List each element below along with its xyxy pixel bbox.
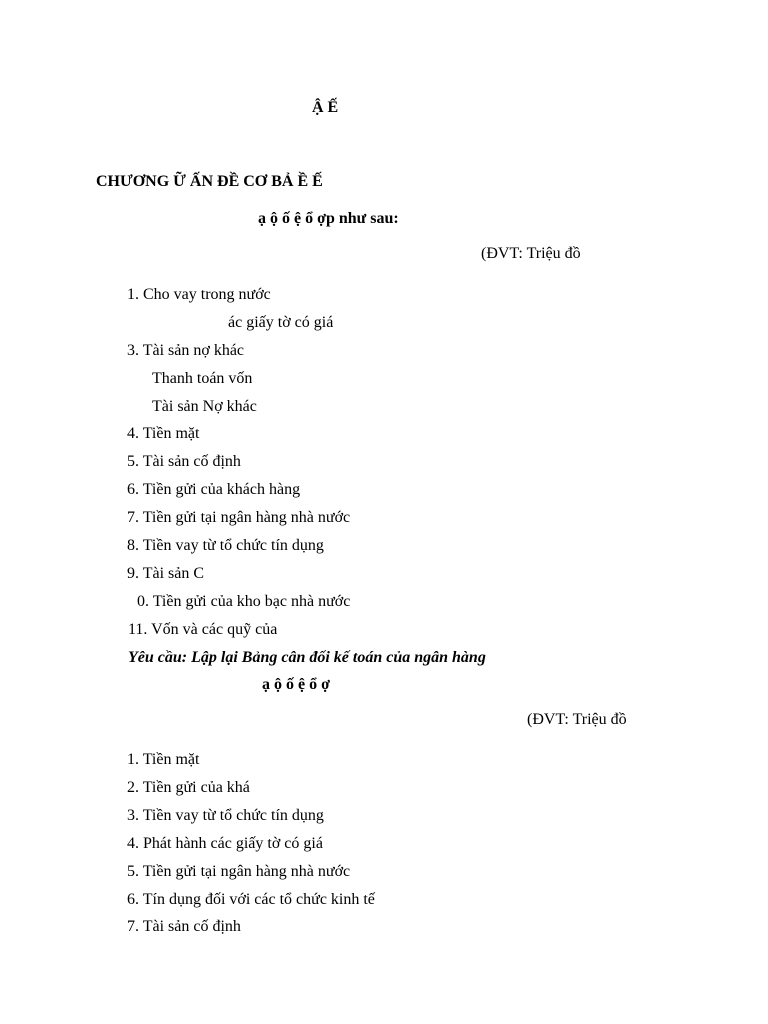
item-number: 5. xyxy=(127,453,139,470)
item-text: Tiền vay từ tổ chức tín dụng xyxy=(142,537,324,554)
item-text: Tiền gửi của khách hàng xyxy=(142,481,301,498)
chapter-heading: CHƯƠNG Ữ ẤN ĐỀ CƠ BẢ Ề Ế xyxy=(96,173,323,190)
item-text: Tiền gửi của khá xyxy=(142,779,250,796)
item-text: ác giấy tờ có giá xyxy=(228,314,334,331)
list-item xyxy=(127,285,271,305)
unit-note-1: (ĐVT: Triệu đồ xyxy=(481,245,581,262)
list-item xyxy=(127,341,244,361)
requirement-text: Yêu cầu: Lập lại Bảng cân đối kế toán của ngân hàng xyxy=(128,649,486,666)
list-item xyxy=(127,536,324,556)
item-text: Phát hành các giấy tờ có giá xyxy=(143,835,323,852)
item-text: Tiền vay từ tổ chức tín dụng xyxy=(142,807,324,824)
item-number: 1. xyxy=(127,751,139,768)
list-item xyxy=(127,890,375,910)
list-item xyxy=(127,424,199,444)
item-text: Tài sản C xyxy=(142,565,205,582)
page-title: Ậ Ế xyxy=(312,99,339,116)
item-number: 2. xyxy=(127,779,139,796)
item-number: 9. xyxy=(127,565,139,582)
intro-line-2: ạ ộ ố ệ ổ ợ xyxy=(262,676,330,693)
item-text: Tài sản cố định xyxy=(142,918,241,935)
item-number: 7. xyxy=(127,509,139,526)
item-number: 6. xyxy=(127,481,139,498)
list-item xyxy=(137,592,350,612)
item-number: 3. xyxy=(127,342,139,359)
item-number: 3. xyxy=(127,807,139,824)
item-number: 7. xyxy=(127,918,139,935)
item-text: Tiền gửi tại ngân hàng nhà nước xyxy=(142,863,351,880)
list-item xyxy=(127,452,241,472)
item-number: 1. xyxy=(127,286,139,303)
item-text: Tín dụng đối với các tổ chức kinh tế xyxy=(142,891,375,908)
item-text: Cho vay trong nước xyxy=(143,286,271,303)
item-text: Thanh toán vốn xyxy=(152,370,253,387)
item-text: Vốn và các quỹ của xyxy=(151,621,278,638)
item-text: Tài sản cố định xyxy=(142,453,241,470)
item-text: Tài sản nợ khác xyxy=(142,342,245,359)
list-item xyxy=(127,480,300,500)
list-item xyxy=(127,862,350,882)
list-item xyxy=(127,778,250,798)
list-item xyxy=(127,750,199,770)
list-item xyxy=(228,313,333,333)
item-text: Tiền mặt xyxy=(142,751,200,768)
intro-line-1: ạ ộ ố ệ ổ ợp như sau: xyxy=(258,210,399,227)
item-number: 0. xyxy=(137,593,149,610)
item-number: 6. xyxy=(127,891,139,908)
unit-note-2: (ĐVT: Triệu đồ xyxy=(527,711,627,728)
item-number: 4. xyxy=(127,425,139,442)
item-text: Tiền mặt xyxy=(142,425,200,442)
item-text: Tài sản Nợ khác xyxy=(152,398,257,415)
item-number: 5. xyxy=(127,863,139,880)
item-text: Tiền gửi tại ngân hàng nhà nước xyxy=(142,509,351,526)
list-item xyxy=(127,917,241,937)
list-item xyxy=(152,369,252,389)
list-item xyxy=(152,397,257,417)
list-item xyxy=(127,564,204,584)
list-item xyxy=(127,834,323,854)
list-item xyxy=(128,620,277,640)
list-item xyxy=(127,806,324,826)
item-number: 11. xyxy=(128,621,148,638)
item-number: 4. xyxy=(127,835,139,852)
item-number: 8. xyxy=(127,537,139,554)
list-item xyxy=(127,508,350,528)
item-text: Tiền gửi của kho bạc nhà nước xyxy=(152,593,351,610)
